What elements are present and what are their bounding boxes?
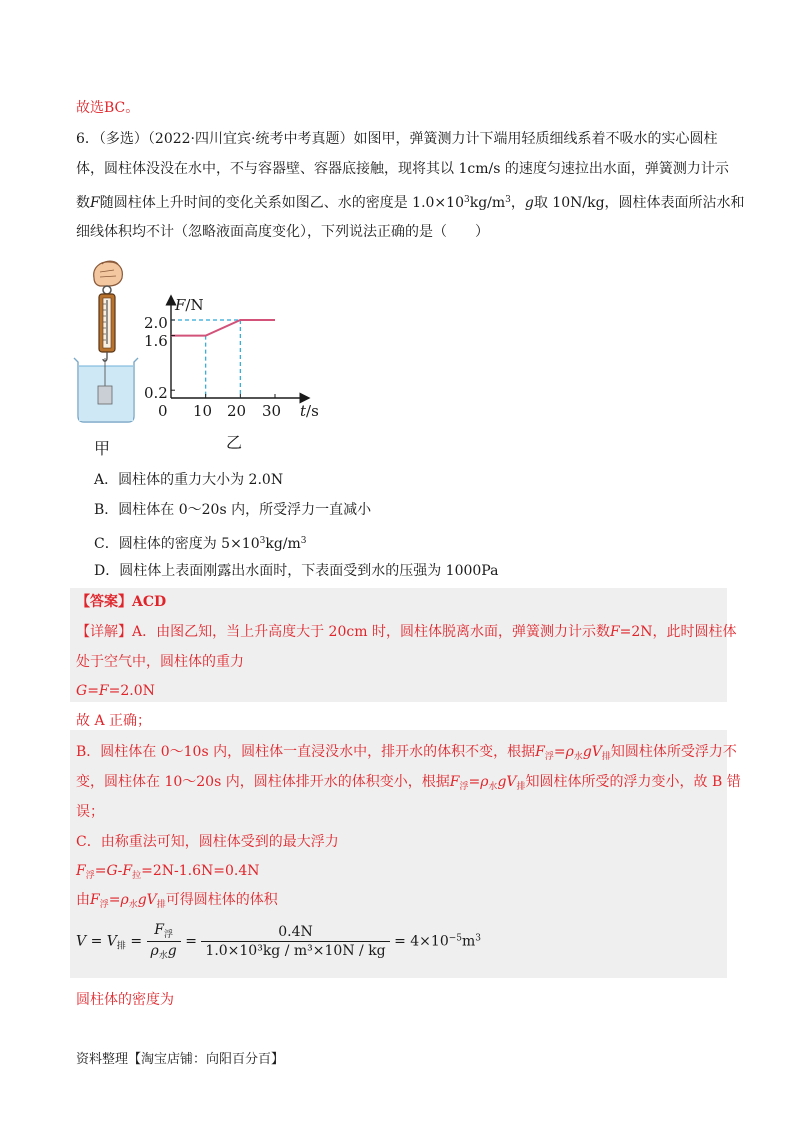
variable-F: F <box>609 624 620 640</box>
answer-shaded-block-1 <box>70 588 727 702</box>
subscript: 水 <box>573 752 583 762</box>
explain-line-7: 误； <box>76 804 104 820</box>
subscript: 浮 <box>85 871 95 881</box>
text-fragment: 【详解】A．由图乙知，当上升高度大于 20cm 时，圆柱体脱离水面，弹簧测力计示数 <box>76 624 610 640</box>
text-fragment: ， <box>510 195 525 211</box>
x-tick-label: 10 <box>193 402 213 420</box>
option-d: D．圆柱体上表面刚露出水面时，下表面受到水的压强为 1000Pa <box>94 563 499 579</box>
y-axis-label: F/N <box>175 296 204 314</box>
subscript: 排 <box>516 782 526 792</box>
label-yi: 乙 <box>226 433 243 452</box>
subscript: 浮 <box>99 900 109 910</box>
subscript: 浮 <box>544 752 554 762</box>
previous-answer-conclusion: 故选BC。 <box>76 100 140 116</box>
hand-icon <box>94 261 123 286</box>
text-fragment: =2N-1.6N=0.4N <box>141 863 260 879</box>
text-fragment: =2N，此时圆柱体 <box>619 624 737 640</box>
text-fragment: 知圆柱体所受浮力不 <box>610 744 737 760</box>
text-fragment: 取 10N/kg，圆柱体表面所沾水和 <box>533 195 745 211</box>
option-b: B．圆柱体在 0～20s 内，所受浮力一直减小 <box>94 502 372 518</box>
x-axis-label: t/s <box>300 402 319 420</box>
fraction-symbolic: $\frac{F_浮}{\rho_水g}$ <box>147 922 181 961</box>
text-fragment: kg/m <box>265 536 301 552</box>
x-tick-label: 30 <box>262 402 282 420</box>
subscript: 浮 <box>459 782 469 792</box>
subscript: 水 <box>128 900 138 910</box>
spring-scale-icon <box>99 294 115 361</box>
text-fragment: 可得圆柱体的体积 <box>165 892 278 908</box>
subscript: 拉 <box>132 871 142 881</box>
label-jia: 甲 <box>94 439 111 458</box>
exponent: 3 <box>300 536 307 546</box>
text-fragment: 变，圆柱体在 10～20s 内，圆柱体排开水的体积变小，根据 <box>76 774 450 790</box>
x-tick-label: 20 <box>227 402 247 420</box>
exponent: −5 <box>448 933 463 944</box>
question-line-1 <box>76 129 717 149</box>
text-fragment: =2.0N <box>108 683 155 699</box>
variable-F: F <box>98 683 109 699</box>
text-fragment: 由 <box>76 892 90 908</box>
explain-line-11: 圆柱体的密度为 <box>76 992 174 1008</box>
question-number: 6． <box>76 131 99 147</box>
exponent: 3 <box>259 536 266 546</box>
y-tick-label: 2.0 <box>144 314 168 332</box>
exponent: 3 <box>475 933 482 944</box>
question-line-3 <box>76 190 745 213</box>
subscript: 排 <box>116 941 126 952</box>
explain-line-5: B．圆柱体在 0～10s 内，圆柱体一直浸没水中，排开水的体积不变，根据$F_浮=\rho_水gV_排$知圆柱体所受浮力不 <box>76 744 737 762</box>
option-a: A．圆柱体的重力大小为 2.0N <box>94 472 284 488</box>
y-tick-label: 0.2 <box>144 384 168 402</box>
explain-line-9: $F_浮=G-F_拉=2N-1.6N=0.4N$ <box>76 863 260 881</box>
fraction-numeric: $\frac{0.4N}{\text{1.0×10³kg / m³×10N / kg}}$ <box>201 924 389 959</box>
explain-line-4: 故 A 正确； <box>76 713 152 729</box>
footer-source: 资料整理【淘宝店铺：向阳百分百】 <box>76 1052 285 1067</box>
variable-F: F <box>90 195 100 211</box>
answer-label: 【答案】ACD <box>76 594 167 610</box>
subscript: 水 <box>488 782 498 792</box>
subscript: 排 <box>601 752 611 762</box>
formula-result: = 4×10 <box>394 933 449 950</box>
text-fragment: = <box>87 683 99 699</box>
explain-line-8: C．由称重法可知，圆柱体受到的最大浮力 <box>76 834 339 850</box>
subscript: 排 <box>156 900 166 910</box>
explain-line-6: 变，圆柱体在 10～20s 内，圆柱体排开水的体积变小，根据$F_浮=\rho_水gV_排$知圆柱体所受的浮力变小，故 B 错 <box>76 774 741 792</box>
text-fragment: 知圆柱体所受的浮力变小，故 B 错 <box>525 774 741 790</box>
exponent: 3 <box>463 195 470 205</box>
text-fragment: C．圆柱体的密度为 5×10 <box>94 536 260 552</box>
question-line-2: 体，圆柱体没没在水中，不与容器壁、容器底接触，现将其以 1cm/s 的速度匀速拉出水面，弹簧测力计示 <box>76 161 729 177</box>
explain-line-3 <box>76 681 155 701</box>
origin-label: 0 <box>158 402 168 420</box>
explain-line-2: 处于空气中，圆柱体的重力 <box>76 654 244 670</box>
unit: m <box>462 933 476 950</box>
explain-line-10: 由$F_浮=\rho_水gV_排$可得圆柱体的体积 <box>76 892 278 910</box>
option-c <box>94 531 307 554</box>
y-tick-label: 1.6 <box>144 332 168 350</box>
beaker-icon <box>74 358 138 422</box>
variable-g: g <box>524 195 534 211</box>
question-line-4: 细线体积均不计（忽略液面高度变化），下列说法正确的是（ ） <box>76 224 489 240</box>
explain-line-1 <box>76 622 737 642</box>
question-text: （多选）（2022·四川宜宾·统考中考真题）如图甲，弹簧测力计下端用轻质细线系着不吸水的实心圆柱 <box>98 131 718 147</box>
text-fragment: 数 <box>76 195 90 211</box>
text-fragment: B．圆柱体在 0～10s 内，圆柱体一直浸没水中，排开水的体积不变，根据 <box>76 744 536 760</box>
series-line <box>171 320 275 336</box>
variable-G: G <box>76 683 88 699</box>
volume-formula: $V = V_排$ = $\frac{F_浮}{\rho_水g}$ = $\frac{0.4N}{\text{1.0×10³kg / m³×10N / kg}}$ = $4\times 10^{-5}m^3$ <box>76 922 482 961</box>
text-fragment: 随圆柱体上升时间的变化关系如图乙、水的密度是 1.0×10 <box>99 195 464 211</box>
exponent: 3 <box>505 195 511 205</box>
text-fragment: kg/m <box>469 195 506 211</box>
